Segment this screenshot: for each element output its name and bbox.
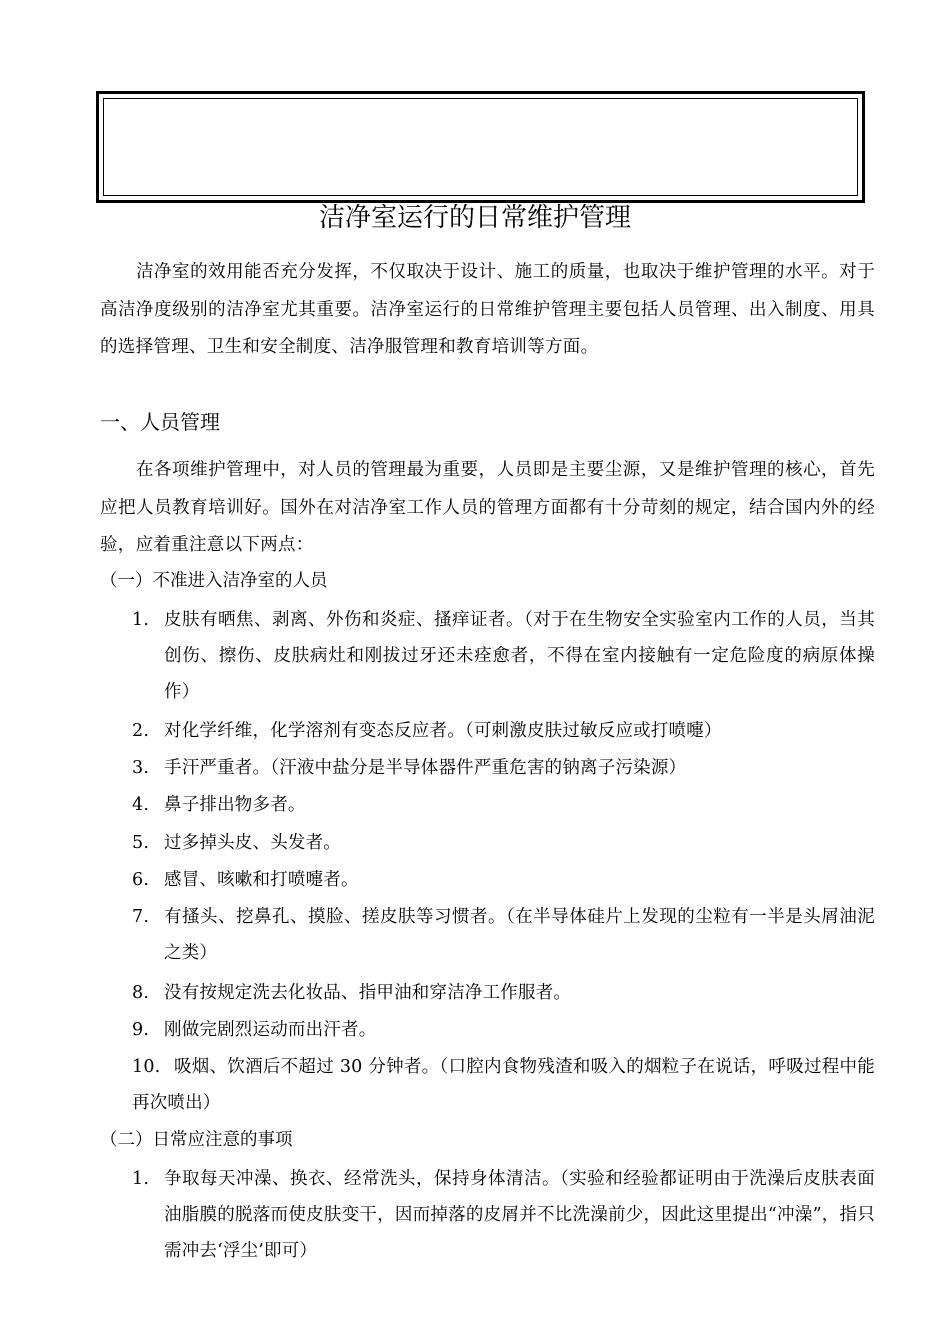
list-item: 5. 过多掉头皮、头发者。 bbox=[132, 833, 341, 853]
list-item: 8. 没有按规定洗去化妆品、指甲油和穿洁净工作服者。 bbox=[132, 983, 572, 1003]
page-title: 洁净室运行的日常维护管理 bbox=[318, 203, 631, 233]
list-item: 3. 手汗严重者。（汗液中盐分是半导体器件严重危害的钠离子污染源） bbox=[132, 758, 687, 778]
subsection-heading: （一）不准进入洁净室的人员 bbox=[100, 571, 328, 591]
list-item: 1. 争取每天冲澡、换衣、经常洗头，保持身体清洁。（实验和经验都证明由于洗澡后皮肤表面油脂膜的脱落而使皮肤变干，因而掉落的皮屑并不比洗澡前少，因此这里提出“冲澡”，指只需冲去‘浮尘’即可） bbox=[132, 1169, 875, 1261]
list-item: 4. 鼻子排出物多者。 bbox=[132, 795, 306, 815]
header-frame bbox=[96, 91, 865, 203]
header-frame-inner bbox=[103, 98, 858, 196]
list-item: 6. 感冒、咳嗽和打喷嚏者。 bbox=[132, 870, 359, 890]
section-heading: 一、人员管理 bbox=[100, 410, 220, 434]
subsection-heading: （二）日常应注意的事项 bbox=[100, 1130, 293, 1150]
list-item: 7. 有搔头、挖鼻孔、摸脸、搓皮肤等习惯者。（在半导体硅片上发现的尘粒有一半是头屑油泥之类） bbox=[132, 907, 875, 963]
list-item: 2. 对化学纤维，化学溶剂有变态反应者。（可刺激皮肤过敏反应或打喷嚏） bbox=[132, 721, 722, 741]
list-item: 1. 皮肤有晒焦、剥离、外伤和炎症、搔痒证者。（对于在生物安全实验室内工作的人员，当其创伤、擦伤、皮肤病灶和刚拔过牙还未痊愈者，不得在室内接触有一定危险度的病原体操作） bbox=[132, 610, 875, 702]
list-item: 9. 刚做完剧烈运动而出汗者。 bbox=[132, 1020, 377, 1040]
list-item: 10. 吸烟、饮酒后不超过 30 分钟者。（口腔内食物残渣和吸入的烟粒子在说话，呼吸过程中能再次喷出） bbox=[132, 1057, 875, 1113]
section-paragraph: 在各项维护管理中，对人员的管理最为重要，人员即是主要尘源，又是维护管理的核心，首先应把人员教育培训好。国外在对洁净室工作人员的管理方面都有十分苛刻的规定，结合国内外的经验，应着重注意以下两点： bbox=[100, 460, 875, 555]
intro-paragraph: 洁净室的效用能否充分发挥，不仅取决于设计、施工的质量，也取决于维护管理的水平。对于高洁净度级别的洁净室尤其重要。洁净室运行的日常维护管理主要包括人员管理、出入制度、用具的选择管理、卫生和安全制度、洁净服管理和教育培训等方面。 bbox=[100, 262, 875, 357]
